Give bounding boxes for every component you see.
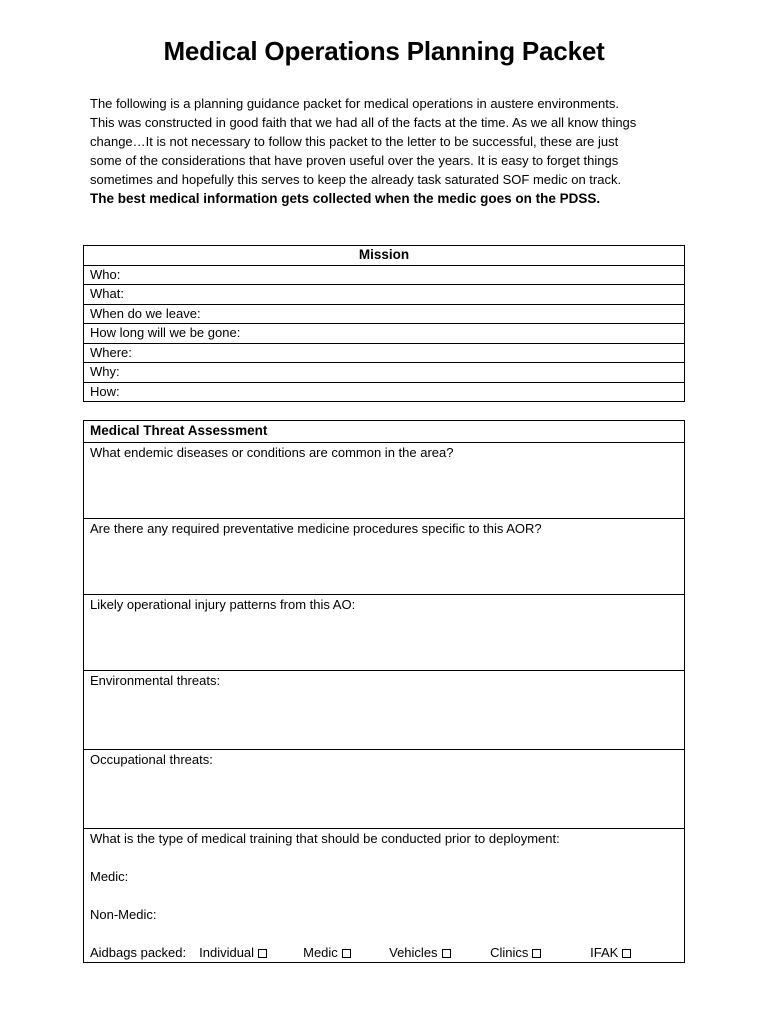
aidbag-option-label: IFAK [590, 945, 619, 960]
medic-training-label: Medic: [90, 869, 129, 884]
intro-line: The following is a planning guidance packet for medical operations in austere environments. [90, 96, 619, 111]
checkbox-icon[interactable] [342, 949, 351, 958]
aidbag-option-ifak[interactable] [590, 944, 631, 962]
occupational-threats-field[interactable]: Occupational threats: [84, 750, 685, 829]
threat-assessment-table [83, 420, 685, 963]
intro-paragraph [90, 94, 690, 208]
preventative-medicine-field[interactable]: Are there any required preventative medicine procedures specific to this AOR? [84, 519, 685, 595]
aidbag-option-label: Clinics [490, 945, 529, 960]
mission-field-when[interactable]: When do we leave: [84, 304, 685, 324]
injury-patterns-field[interactable]: Likely operational injury patterns from this AO: [84, 595, 685, 671]
intro-line: sometimes and hopefully this serves to keep the already task saturated SOF medic on track. [90, 172, 622, 187]
aidbag-option-vehicles[interactable] [389, 944, 490, 962]
training-field[interactable] [84, 829, 685, 963]
aidbags-row [90, 944, 678, 962]
aidbag-option-individual[interactable] [199, 944, 303, 962]
aidbags-label: Aidbags packed: [90, 945, 187, 960]
intro-bold-statement: The best medical information gets collected when the medic goes on the PDSS. [90, 191, 601, 206]
aidbag-option-medic[interactable] [303, 944, 389, 962]
intro-line: some of the considerations that have proven useful over the years. It is easy to forget things [90, 153, 619, 168]
checkbox-icon[interactable] [622, 949, 631, 958]
aidbag-option-label: Vehicles [389, 945, 438, 960]
checkbox-icon[interactable] [258, 949, 267, 958]
endemic-diseases-field[interactable]: What endemic diseases or conditions are common in the area? [84, 443, 685, 519]
training-question: What is the type of medical training that should be conducted prior to deployment: [90, 831, 560, 846]
aidbag-option-label: Individual [199, 945, 255, 960]
mission-header: Mission [84, 246, 685, 266]
mission-field-what[interactable]: What: [84, 285, 685, 305]
non-medic-training-label: Non-Medic: [90, 907, 157, 922]
intro-line: This was constructed in good faith that we had all of the facts at the time. As we all know things [90, 115, 637, 130]
checkbox-icon[interactable] [532, 949, 541, 958]
mission-field-why[interactable]: Why: [84, 363, 685, 383]
document-title: Medical Operations Planning Packet [163, 36, 605, 66]
mission-field-duration[interactable]: How long will we be gone: [84, 324, 685, 344]
aidbag-option-label: Medic [303, 945, 338, 960]
mission-field-who[interactable]: Who: [84, 265, 685, 285]
mission-field-where[interactable]: Where: [84, 343, 685, 363]
checkbox-icon[interactable] [442, 949, 451, 958]
threat-header: Medical Threat Assessment [84, 421, 685, 443]
environmental-threats-field[interactable]: Environmental threats: [84, 671, 685, 750]
aidbag-option-clinics[interactable] [490, 944, 590, 962]
intro-line: change…It is not necessary to follow this packet to the letter to be successful, these are just [90, 134, 619, 149]
mission-table [83, 245, 685, 402]
mission-field-how[interactable]: How: [84, 382, 685, 402]
